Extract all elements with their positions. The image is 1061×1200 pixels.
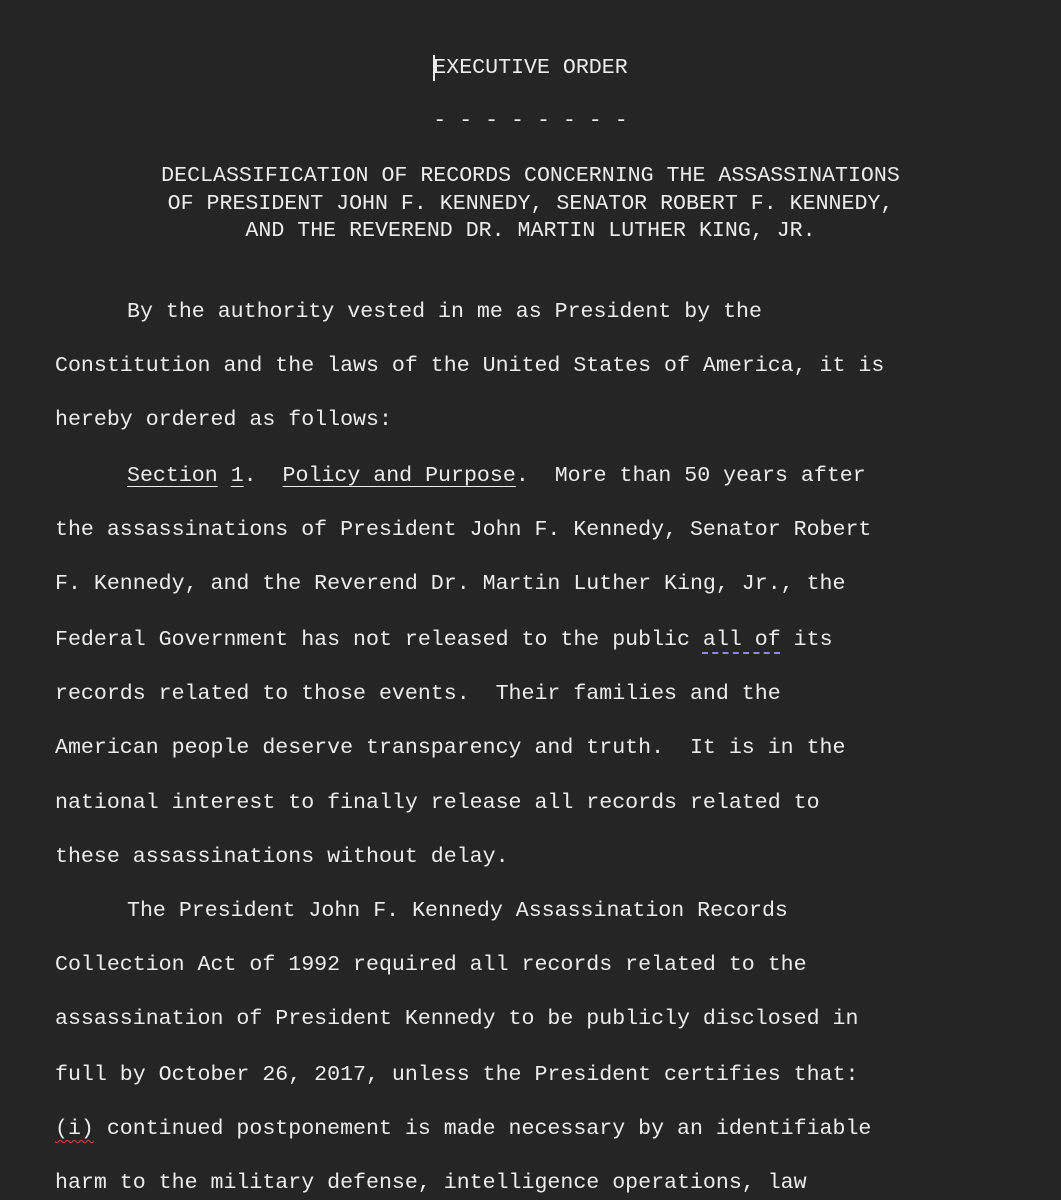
- title-line-1: DECLASSIFICATION OF RECORDS CONCERNING THE ASSASSINATIONS: [161, 164, 900, 188]
- separator: - - - - - - - -: [433, 109, 628, 133]
- section-number: 1: [230, 464, 244, 488]
- heading-text: EXECUTIVE ORDER: [433, 56, 628, 80]
- section1-line-5: records related to those events. Their families and the: [55, 682, 781, 706]
- preamble-line-1: By the authority vested in me as President by the: [127, 300, 762, 324]
- section1-line-4: [55, 627, 833, 653]
- preamble-line-3: hereby ordered as follows:: [55, 408, 392, 432]
- section1-first-line: Section 1. Policy and Purpose. More than 50 years after: [127, 464, 866, 488]
- section1-line-6: American people deserve transparency and truth. It is in the: [55, 736, 846, 760]
- section1-line-8: these assassinations without delay.: [55, 845, 509, 869]
- title-line-3: AND THE REVEREND DR. MARTIN LUTHER KING, JR.: [245, 219, 816, 243]
- item-text: continued postponement is made necessary by an identifiable: [93, 1117, 872, 1141]
- spelling-flag-item-marker[interactable]: (i): [55, 1117, 94, 1141]
- paragraph2-line-1: The President John F. Kennedy Assassination Records: [127, 899, 788, 923]
- section1-first-line-rest: More than 50 years after: [554, 464, 866, 488]
- paragraph2-line-2: Collection Act of 1992 required all records related to the: [55, 953, 807, 977]
- preamble-line-2: Constitution and the laws of the United States of America, it is: [55, 354, 885, 378]
- flagged-line-start: Federal Government has not released to the public: [55, 628, 703, 652]
- paragraph2-line-6: harm to the military defense, intelligence operations, law: [55, 1171, 807, 1195]
- paragraph2-line-4: full by October 26, 2017, unless the President certifies that:: [55, 1063, 859, 1087]
- paragraph2-line-5: [55, 1116, 871, 1142]
- title-line-2: OF PRESIDENT JOHN F. KENNEDY, SENATOR ROBERT F. KENNEDY,: [167, 192, 894, 216]
- section-heading: Policy and Purpose: [282, 464, 516, 488]
- document-heading: [0, 55, 1061, 81]
- flagged-line-end: its: [780, 628, 833, 652]
- paragraph2-line-3: assassination of President Kennedy to be publicly disclosed in: [55, 1007, 859, 1031]
- section1-line-3: F. Kennedy, and the Reverend Dr. Martin Luther King, Jr., the: [55, 572, 846, 596]
- section1-line-2: the assassinations of President John F. Kennedy, Senator Robert: [55, 518, 872, 542]
- section1-line-7: national interest to finally release all records related to: [55, 791, 820, 815]
- section-label: Section: [127, 464, 218, 488]
- grammar-flag-all-of[interactable]: all of: [702, 628, 781, 652]
